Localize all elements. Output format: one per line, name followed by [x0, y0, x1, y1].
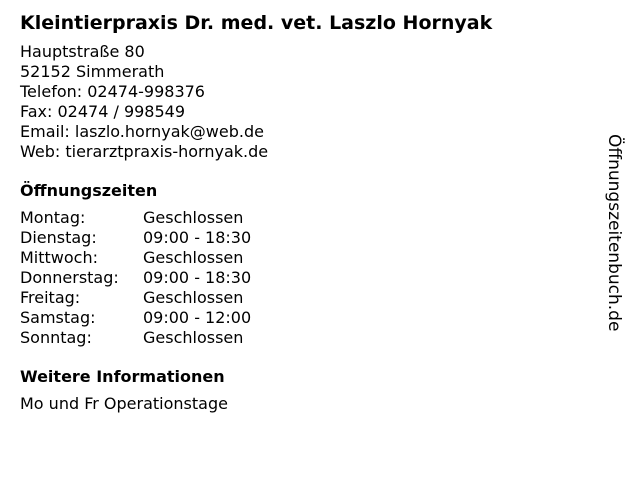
practice-card — [20, 10, 600, 414]
hours-value: 09:00 - 18:30 — [143, 268, 252, 287]
phone-line: Telefon: 02474-998376 — [20, 82, 205, 101]
opening-hours-heading: Öffnungszeiten — [20, 181, 158, 200]
day-label: Donnerstag: — [20, 268, 119, 287]
email-line: Email: laszlo.hornyak@web.de — [20, 122, 264, 141]
practice-name: Kleintierpraxis Dr. med. vet. Laszlo Hornyak — [20, 12, 493, 34]
hours-row-friday — [20, 288, 251, 308]
hours-row-sunday — [20, 328, 251, 348]
day-label: Mittwoch: — [20, 248, 98, 267]
vertical-brand-label: Öffnungszeitenbuch.de — [604, 134, 624, 332]
fax-line: Fax: 02474 / 998549 — [20, 102, 186, 121]
contact-block — [20, 42, 600, 162]
day-label: Freitag: — [20, 288, 81, 307]
hours-value: 09:00 - 18:30 — [143, 228, 252, 247]
hours-row-saturday — [20, 308, 251, 328]
day-label: Montag: — [20, 208, 86, 227]
further-info-heading: Weitere Informationen — [20, 367, 225, 386]
postal-city: 52152 Simmerath — [20, 62, 165, 81]
hours-value: Geschlossen — [143, 248, 244, 267]
hours-row-tuesday — [20, 228, 251, 248]
web-line: Web: tierarztpraxis-hornyak.de — [20, 142, 269, 161]
day-label: Dienstag: — [20, 228, 97, 247]
hours-row-thursday — [20, 268, 251, 288]
street-address: Hauptstraße 80 — [20, 42, 145, 61]
day-label: Sonntag: — [20, 328, 92, 347]
day-label: Samstag: — [20, 308, 96, 327]
hours-value: Geschlossen — [143, 288, 244, 307]
hours-value: 09:00 - 12:00 — [143, 308, 252, 327]
hours-value: Geschlossen — [143, 328, 244, 347]
hours-row-monday — [20, 208, 251, 228]
hours-value: Geschlossen — [143, 208, 244, 227]
opening-hours-table — [20, 208, 251, 348]
further-info-text: Mo und Fr Operationstage — [20, 394, 228, 413]
hours-row-wednesday — [20, 248, 251, 268]
